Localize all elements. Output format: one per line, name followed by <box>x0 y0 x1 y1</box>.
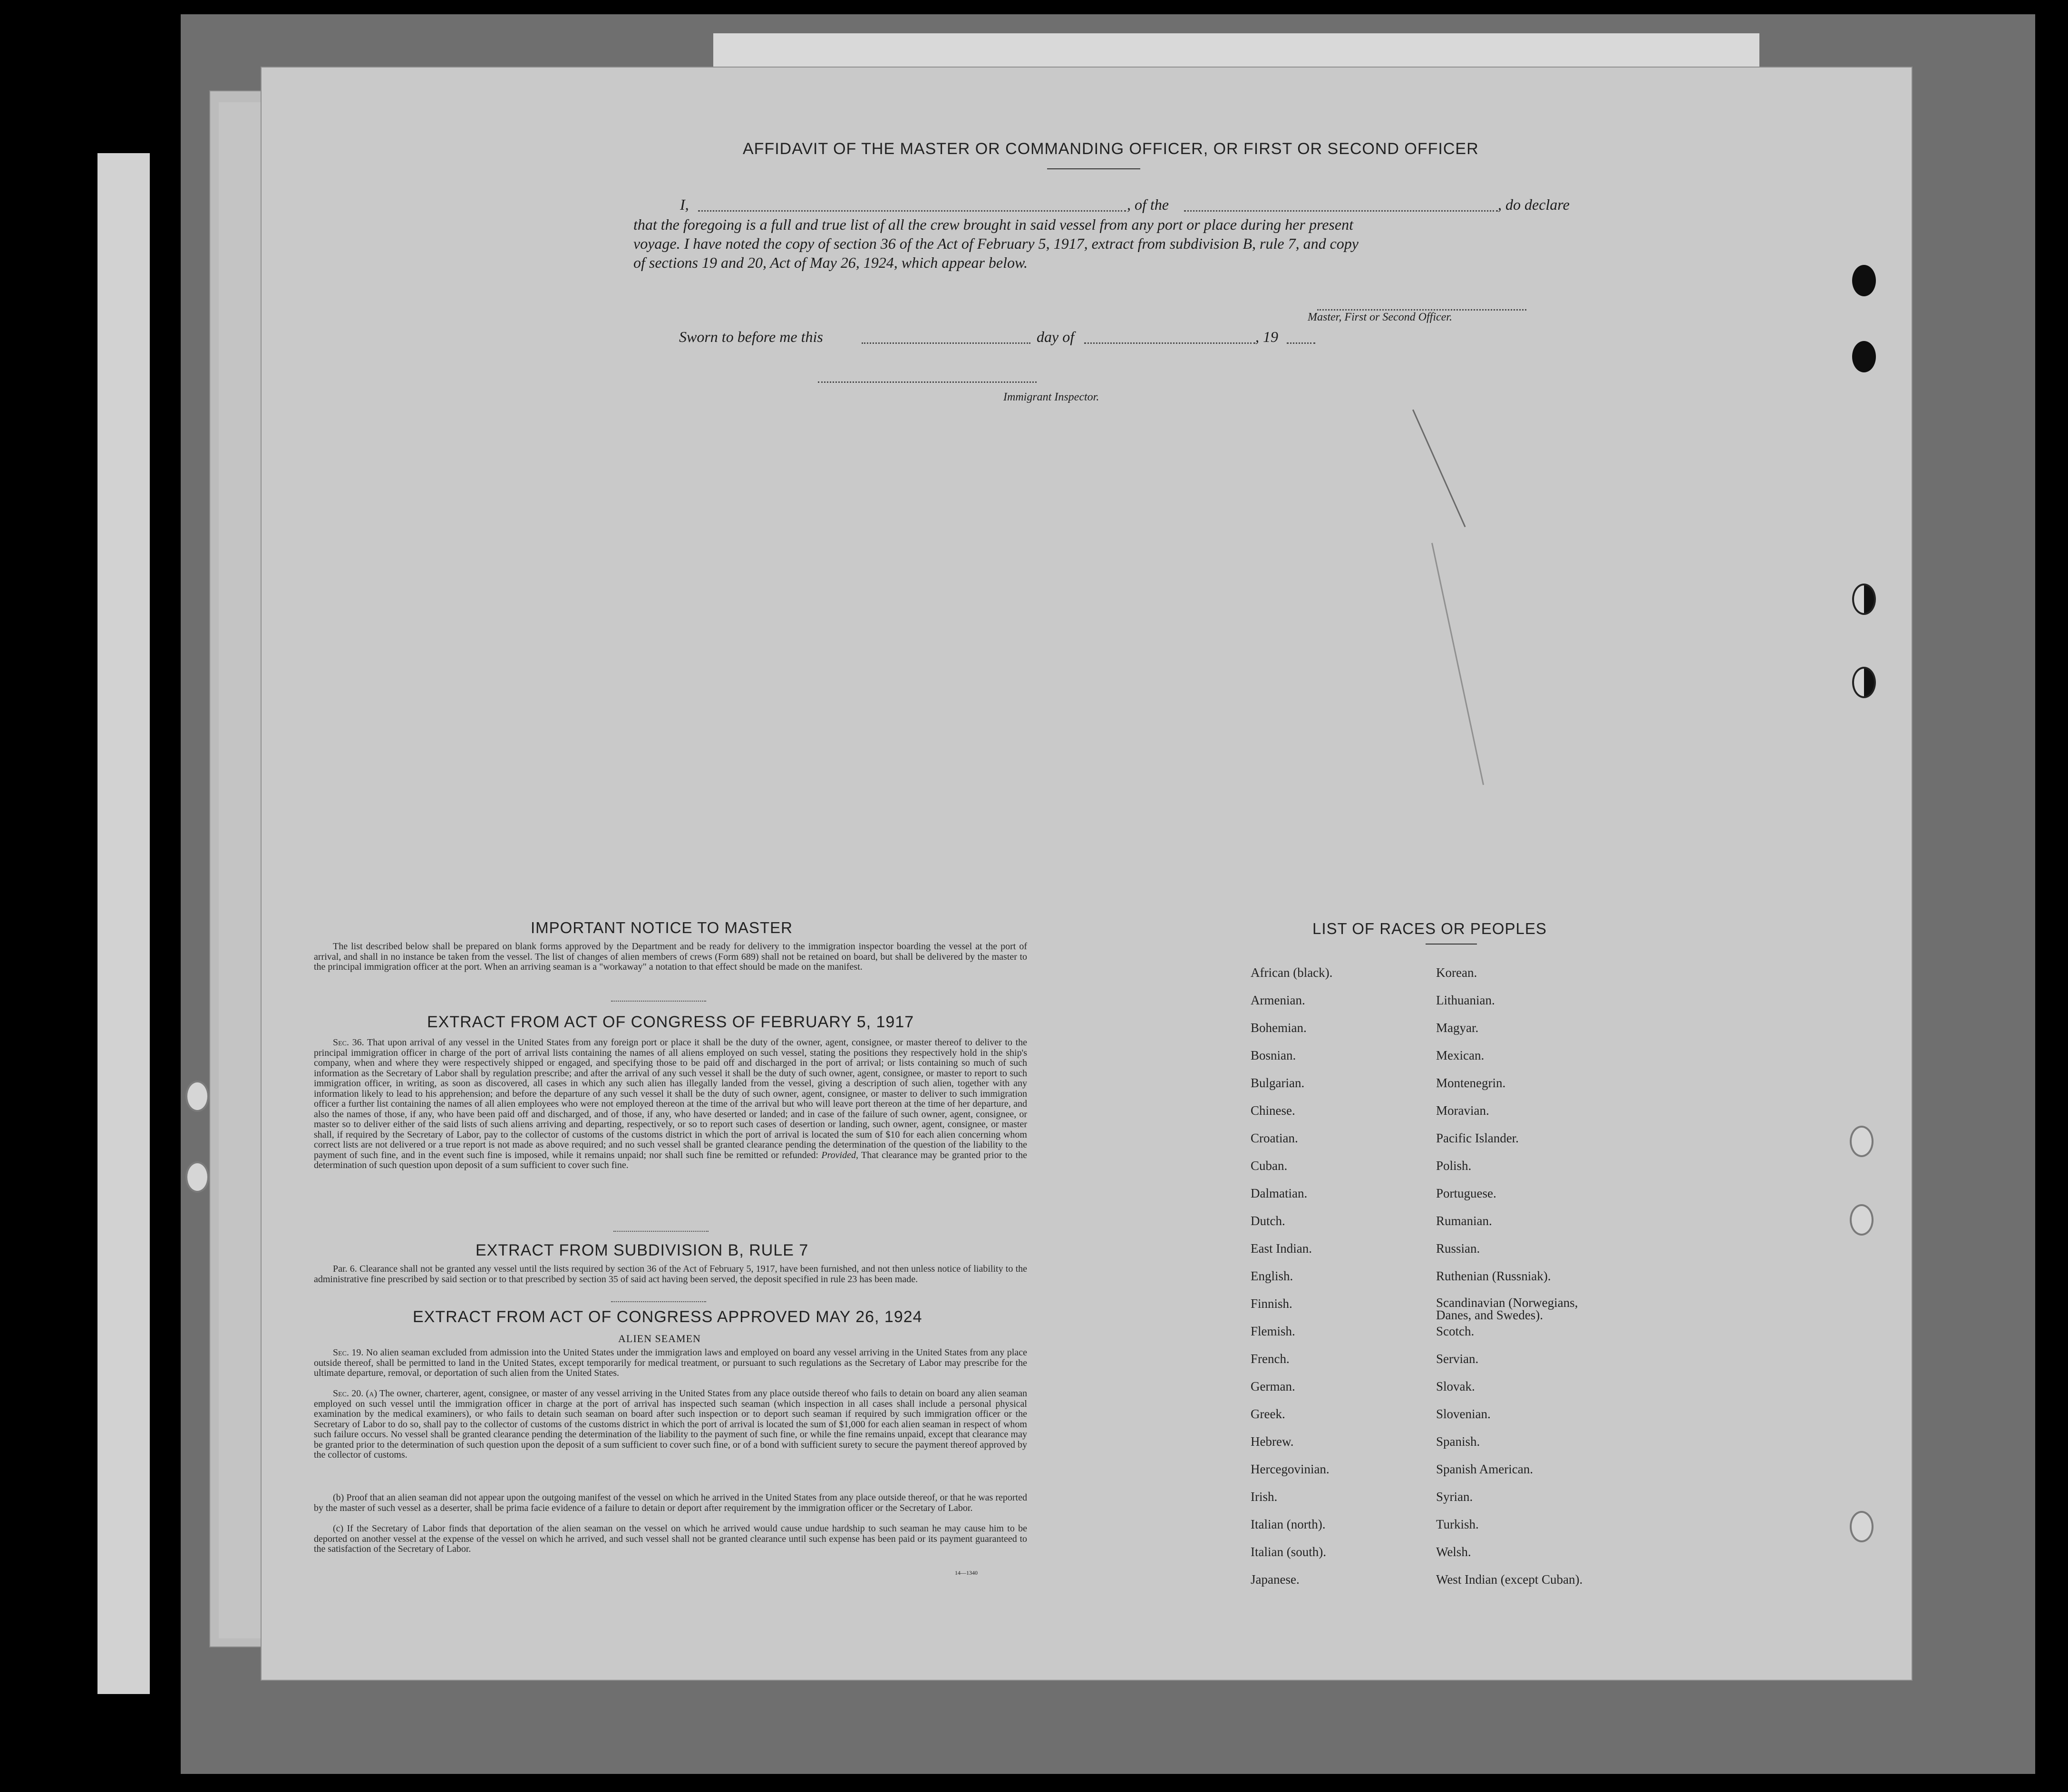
race-right: Montenegrin. <box>1436 1076 1506 1090</box>
races-row <box>1251 1352 1607 1379</box>
race-right: Spanish American. <box>1436 1462 1533 1476</box>
race-left: Dutch. <box>1251 1214 1285 1228</box>
extract-rule7-title: EXTRACT FROM SUBDIVISION B, RULE 7 <box>476 1241 809 1259</box>
races-row <box>1251 1021 1607 1048</box>
sec-19-body: No alien seaman excluded from admission into the United States under the immigration laws and employed on board any vessel arriving in the United States from any place outside thereof, shall be permitted to land in the United States, except temporarily for medical treatment, or pursuant to such regulations as the Secretary of Labor may prescribe for the ultimate departure, removal, or deportation of such alien from the United States. <box>314 1347 1027 1378</box>
binder-hole <box>185 1081 209 1112</box>
race-left: Bohemian. <box>1251 1021 1307 1035</box>
races-row <box>1251 1434 1607 1462</box>
race-left: Italian (south). <box>1251 1545 1326 1559</box>
race-left: Italian (north). <box>1251 1517 1326 1531</box>
race-left: German. <box>1251 1379 1295 1393</box>
year-prefix: , 19 <box>1255 328 1278 345</box>
vessel-name-field[interactable] <box>1184 210 1498 212</box>
affidavit-line-3: voyage. I have noted the copy of section 36 of the Act of February 5, 1917, extract from subdivision B, rule 7, and copy <box>633 235 1359 252</box>
race-right: Polish. <box>1436 1159 1472 1173</box>
race-right: Slovak. <box>1436 1379 1475 1393</box>
races-row <box>1251 1490 1607 1517</box>
binder-hole <box>1852 667 1876 698</box>
race-left: Finnish. <box>1251 1296 1292 1311</box>
race-left: Dalmatian. <box>1251 1186 1308 1200</box>
race-right: Portuguese. <box>1436 1186 1496 1200</box>
races-row <box>1251 1324 1607 1352</box>
alien-seamen-subtitle: ALIEN SEAMEN <box>618 1333 701 1344</box>
sworn-day-field[interactable] <box>862 342 1030 344</box>
race-right: Korean. <box>1436 965 1477 980</box>
race-left: Greek. <box>1251 1407 1285 1421</box>
affidavit-line-4: of sections 19 and 20, Act of May 26, 1924, which appear below. <box>633 254 1028 271</box>
races-row <box>1251 1517 1607 1545</box>
race-left: Japanese. <box>1251 1572 1300 1587</box>
binder-hole <box>1852 341 1876 372</box>
extract-1924-title: EXTRACT FROM ACT OF CONGRESS APPROVED MAY 26, 1924 <box>413 1308 922 1326</box>
race-right: Turkish. <box>1436 1517 1479 1531</box>
master-signature-label: Master, First or Second Officer. <box>1308 311 1452 323</box>
provided-word: Provided, <box>821 1149 858 1160</box>
sec-36-label: Sec. 36. <box>333 1037 364 1048</box>
races-row <box>1251 1241 1607 1269</box>
races-table <box>1251 965 1607 1600</box>
section-divider <box>613 1231 709 1232</box>
sec-36-body: That upon arrival of any vessel in the United States from any foreign port or place it shall be the duty of the owner, agent, consignee, or master thereof to deliver to the principal immigration officer in charge of the port of arrival lists containing the names of all aliens employed on such vessel, stating the positions they respectively hold in the ship's company, when and where they were respectively shipped or engaged, and specifying those to be paid off and discharged in the port of arrival; or lists containing so much of such information as the Secretary of Labor shall by regulation prescribe; and after the arrival of any such vessel it shall be the duty of such owner, agent, consignee, or master to report to such immigration officer, in writing, as soon as discovered, all cases in which any such alien has illegally landed from the vessel, giving a description of such alien, together with any information likely to lead to his apprehension; and before the departure of any such vessel it shall be the duty of such owner, agent, consignee, or master to deliver to such immigration officer a further list containing the names of all alien employees who were not employed thereon at the time of the arrival but who will leave port thereon at the time of her departure, and also the names of those, if any, who have been paid off and discharged, and of those, if any, who have deserted or landed; and in case of the failure of such owner, agent, consignee, or master so to deliver either of the said lists of such aliens arriving and departing, respectively, or so to report such cases of desertion or landing, such owner, agent, consignee, or master shall, if required by the Secretary of Labor, pay to the collector of customs of the customs district in which the port of arrival is located the sum of $10 for each alien concerning whom correct lists are not delivered or a true report is not made as above required; and no such vessel shall be granted clearance pending the determination of the question of the liability to the payment of such fine, and in the event such fine is imposed, while it remains unpaid; nor shall such fine be remitted or refunded: <box>314 1037 1028 1160</box>
paper-scuff <box>1431 543 1484 785</box>
binder-hole <box>1850 1126 1874 1157</box>
sec-20c-text: (c) If the Secretary of Labor finds that deportation of the alien seaman on the vessel on which he arrived would cause undue hardship to such seaman he may cause him to be deported on another vessel at the expense of the vessel on which he arrived, and such vessel shall not be granted clearance until such expense has been paid or its payment guaranteed to the satisfaction of the Secretary of Labor. <box>314 1523 1027 1554</box>
races-row <box>1251 1269 1607 1296</box>
notice-title: IMPORTANT NOTICE TO MASTER <box>531 919 793 936</box>
binder-strip <box>97 153 150 1694</box>
races-row <box>1251 1214 1607 1241</box>
races-row <box>1251 1076 1607 1103</box>
races-row <box>1251 1048 1607 1076</box>
paper-scuff <box>1412 409 1466 527</box>
races-row <box>1251 993 1607 1021</box>
race-left: Hercegovinian. <box>1251 1462 1330 1476</box>
inspector-signature-field[interactable] <box>818 381 1037 383</box>
race-left: Chinese. <box>1251 1103 1295 1118</box>
race-right: Lithuanian. <box>1436 993 1495 1007</box>
binder-hole <box>1850 1204 1874 1236</box>
races-row <box>1251 1159 1607 1186</box>
race-right: Scandinavian (Norwegians, Danes, and Swedes). <box>1436 1295 1578 1322</box>
races-row <box>1251 1103 1607 1131</box>
sec-36-end: That clearance may be granted prior to the determination of such question upon deposit of a sum sufficient to cover such fine. <box>314 1149 1028 1170</box>
races-row <box>1251 1186 1607 1214</box>
race-right: Spanish. <box>1436 1434 1480 1449</box>
race-right: Magyar. <box>1436 1021 1479 1035</box>
race-left: Hebrew. <box>1251 1434 1294 1449</box>
races-row <box>1251 1572 1607 1600</box>
affidavit-i: I, <box>680 196 689 213</box>
binder-hole <box>1852 265 1876 296</box>
section-divider <box>611 1001 706 1002</box>
sworn-month-field[interactable] <box>1084 342 1255 344</box>
race-right: Ruthenian (Russniak). <box>1436 1269 1551 1283</box>
races-row <box>1251 1407 1607 1434</box>
day-of: day of <box>1037 328 1075 345</box>
race-right: Scotch. <box>1436 1324 1475 1338</box>
sec-20a-text <box>314 1389 1027 1461</box>
manifest-page <box>261 67 1913 1681</box>
races-row <box>1251 1379 1607 1407</box>
notice-text: The list described below shall be prepared on blank forms approved by the Department and be ready for delivery to the immigration inspector boarding the vessel at the port of arrival, and shall in no instance be taken from the vessel. The list of changes of alien members of crews (Form 689) shall not be retained on board, but shall be delivered by the master to the principal immigration officer at the port. When an arriving seaman is a "workaway" a notation to that effect should be made on the manifest. <box>314 941 1027 972</box>
binder-hole <box>1850 1511 1874 1542</box>
affidavit-do-declare: , do declare <box>1498 196 1570 213</box>
sec-19-label: Sec. 19. <box>333 1347 364 1358</box>
race-right: Mexican. <box>1436 1048 1485 1062</box>
race-left: East Indian. <box>1251 1241 1312 1256</box>
extract-rule7-text: Par. 6. Clearance shall not be granted any vessel until the lists required by section 36 of the Act of February 5, 1917, have been furnished, and not then unless notice of liability to the administrative fine prescribed by said section or to that prescribed by section 35 of said act having been served, the deposit specified in rule 23 has been made. <box>314 1264 1027 1285</box>
race-right: Welsh. <box>1436 1545 1471 1559</box>
race-right: West Indian (except Cuban). <box>1436 1572 1583 1587</box>
race-right: Slovenian. <box>1436 1407 1491 1421</box>
race-left: English. <box>1251 1269 1293 1283</box>
master-name-field[interactable] <box>698 210 1126 212</box>
race-left: Irish. <box>1251 1490 1278 1504</box>
sec-20-label: Sec. 20. (a) <box>333 1388 377 1399</box>
races-row <box>1251 1296 1607 1324</box>
form-number: 14—1340 <box>955 1569 978 1576</box>
race-left: Armenian. <box>1251 993 1305 1007</box>
race-right: Russian. <box>1436 1241 1480 1256</box>
race-left: French. <box>1251 1352 1290 1366</box>
races-row <box>1251 965 1607 993</box>
race-left: Flemish. <box>1251 1324 1295 1338</box>
races-title: LIST OF RACES OR PEOPLES <box>1312 920 1547 937</box>
race-right: Syrian. <box>1436 1490 1473 1504</box>
affidavit-line-2: that the foregoing is a full and true list of all the crew brought in said vessel from any port or place during her present <box>633 216 1353 233</box>
race-left: Croatian. <box>1251 1131 1298 1145</box>
race-right: Servian. <box>1436 1352 1479 1366</box>
extract-1917-text <box>314 1038 1027 1171</box>
race-left: Cuban. <box>1251 1159 1288 1173</box>
sec-20a-body: The owner, charterer, agent, consignee, or master of any vessel arriving in the United States from any place outside thereof who fails to detain on board any alien seaman employed on such vessel until the immigration officer in charge at the port of arrival has inspected such seaman (which inspection in all cases shall include a personal physical examination by the medical examiners), or who fails to detain such seaman on board after such inspection or to deport such seaman if required by such immigration officer or the Secretary of Labor to do so, shall pay to the collector of customs of the customs district in which the port of arrival is located the sum of $1,000 for each alien seaman in respect of whom such failure occurs. No vessel shall be granted clearance pending the determination of the liability to the payment of such fine, or while the fine remains unpaid, except that clearance may be granted prior to the determination of such question upon the deposit of a sum sufficient to cover such fine, or of a bond with sufficient surety to secure the payment thereof approved by the collector of customs. <box>314 1388 1028 1460</box>
race-right: Moravian. <box>1436 1103 1489 1118</box>
title-underline <box>1047 168 1140 169</box>
section-divider <box>611 1301 706 1302</box>
binder-hole <box>185 1161 209 1193</box>
races-row <box>1251 1545 1607 1572</box>
sworn-before: Sworn to before me this <box>679 328 823 345</box>
race-left: Bosnian. <box>1251 1048 1296 1062</box>
races-row <box>1251 1462 1607 1490</box>
race-left: African (black). <box>1251 965 1333 980</box>
inspector-label: Immigrant Inspector. <box>1003 391 1099 403</box>
affidavit-of-the: , of the <box>1127 196 1169 213</box>
extract-1917-title: EXTRACT FROM ACT OF CONGRESS OF FEBRUARY 5, 1917 <box>427 1013 914 1031</box>
races-title-underline <box>1426 944 1477 945</box>
binder-hole <box>1852 584 1876 615</box>
master-signature-field[interactable] <box>1317 309 1526 311</box>
sec-19-text <box>314 1348 1027 1379</box>
affidavit-title: AFFIDAVIT OF THE MASTER OR COMMANDING OFFICER, OR FIRST OR SECOND OFFICER <box>743 140 1479 158</box>
races-row <box>1251 1131 1607 1159</box>
sec-20b-text: (b) Proof that an alien seaman did not appear upon the outgoing manifest of the vessel on which he arrived in the United States from any place outside thereof, or that he was reported by the master of such vessel as a deserter, shall be prima facie evidence of a failure to detain or deport after requirement by the immigration officer or the Secretary of Labor. <box>314 1492 1027 1513</box>
sworn-year-field[interactable] <box>1287 342 1315 344</box>
race-left: Bulgarian. <box>1251 1076 1305 1090</box>
race-right: Pacific Islander. <box>1436 1131 1519 1145</box>
race-right: Rumanian. <box>1436 1214 1492 1228</box>
